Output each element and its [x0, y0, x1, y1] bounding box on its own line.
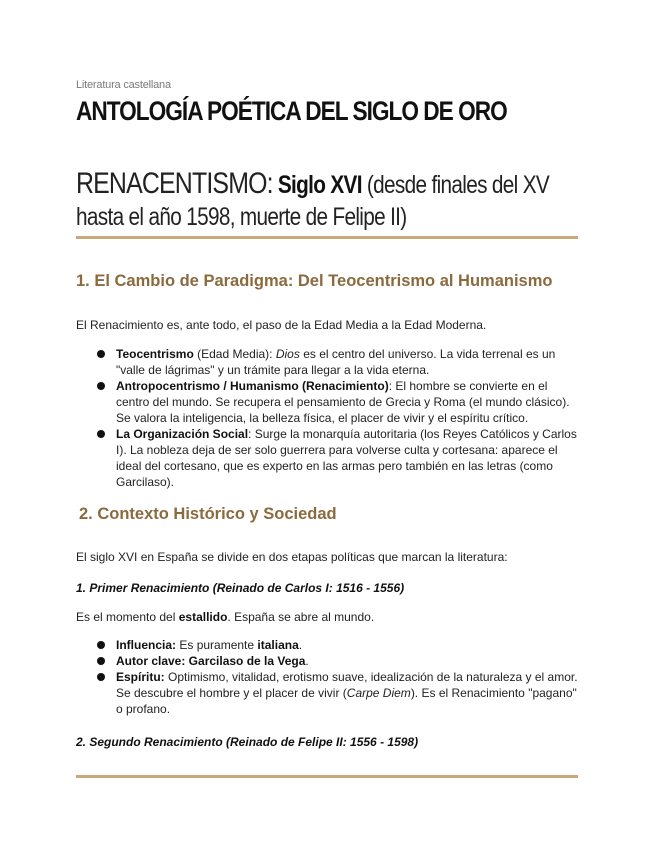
bullet-icon — [97, 657, 105, 665]
section1-intro: El Renacimiento es, ante todo, el paso de la Edad Media a la Edad Moderna. — [76, 318, 487, 332]
item-text: ). Es el Renacimiento "pagano" o profano. — [116, 686, 577, 716]
era-century: Siglo XVI — [277, 171, 362, 199]
era-heading — [76, 168, 574, 233]
term: La Organización Social — [116, 427, 249, 441]
item-emphasis: italiana — [257, 638, 299, 652]
list-item — [76, 346, 578, 378]
page-title: ANTOLOGÍA POÉTICA DEL SIGLO DE ORO — [76, 96, 507, 126]
item-text: Optimismo, vitalidad, erotismo suave, idealización de la naturaleza y el amor. Se descubre el hombre y el placer de vivir ( — [116, 670, 578, 700]
term: Espíritu: — [116, 670, 165, 684]
first-renaissance-intro — [76, 610, 374, 624]
list-item — [76, 669, 578, 717]
item-emphasis: Carpe Diem — [346, 686, 411, 700]
term: Influencia: — [116, 638, 177, 652]
bullet-icon — [97, 673, 105, 681]
first-renaissance-list — [76, 637, 578, 717]
item-text: (Edad Media): — [193, 347, 276, 361]
subheading-first-renaissance: 1. Primer Renacimiento (Reinado de Carlos I: 1516 - 1556) — [76, 581, 405, 595]
item-text: . — [305, 654, 309, 668]
term: Antropocentrismo / Humanismo (Renacimiento) — [116, 379, 389, 393]
intro-text: Es el momento del — [76, 610, 179, 624]
subheading-second-renaissance: 2. Segundo Renacimiento (Reinado de Felipe II: 1556 - 1598) — [76, 735, 419, 749]
section-title-context: 2. Contexto Histórico y Sociedad — [79, 505, 337, 523]
paradigm-list — [76, 346, 578, 490]
section-title-paradigm: 1. El Cambio de Paradigma: Del Teocentrismo al Humanismo — [76, 272, 553, 290]
item-text: : El hombre se convierte en el centro del mundo. Se recupera el pensamiento de Grecia y Roma (el mundo clásico). Se valora la inteligencia, la belleza física, el placer de vivir y el espíritu crítico. — [116, 379, 570, 425]
item-text: . — [298, 638, 303, 652]
list-item — [76, 653, 578, 669]
item-text: Es puramente — [176, 638, 258, 652]
term: Autor clave: Garcilaso de la Vega — [116, 654, 306, 668]
item-emphasis: Dios — [275, 347, 300, 361]
list-item — [76, 637, 578, 653]
era-range: (desde finales del XV hasta el año 1598, muerte de Felipe II) — [76, 171, 550, 231]
list-item — [76, 426, 578, 490]
divider-top — [76, 236, 578, 239]
section2-intro: El siglo XVI en España se divide en dos etapas políticas que marcan la literatura: — [76, 550, 508, 564]
divider-bottom — [76, 775, 578, 778]
bullet-icon — [97, 641, 105, 649]
subject-label: Literatura castellana — [76, 79, 171, 91]
item-text: es el centro del universo. La vida terrenal es un "valle de lágrimas" y un trámite para llegar a la vida eterna. — [116, 347, 556, 377]
era-name: RENACENTISMO: — [76, 167, 273, 200]
intro-emphasis: estallido — [178, 610, 228, 624]
list-item — [76, 378, 578, 426]
bullet-icon — [97, 350, 105, 358]
bullet-icon — [97, 430, 105, 438]
bullet-icon — [97, 382, 105, 390]
term: Teocentrismo — [116, 347, 194, 361]
item-text: : Surge la monarquía autoritaria (los Reyes Católicos y Carlos I). La nobleza deja de ser solo guerrera para volverse culta y cortesana: aparece el ideal del cortesano, que es experto en las armas pero también en las letras (como Garcilaso). — [116, 427, 577, 489]
intro-text: . España se abre al mundo. — [227, 610, 375, 624]
